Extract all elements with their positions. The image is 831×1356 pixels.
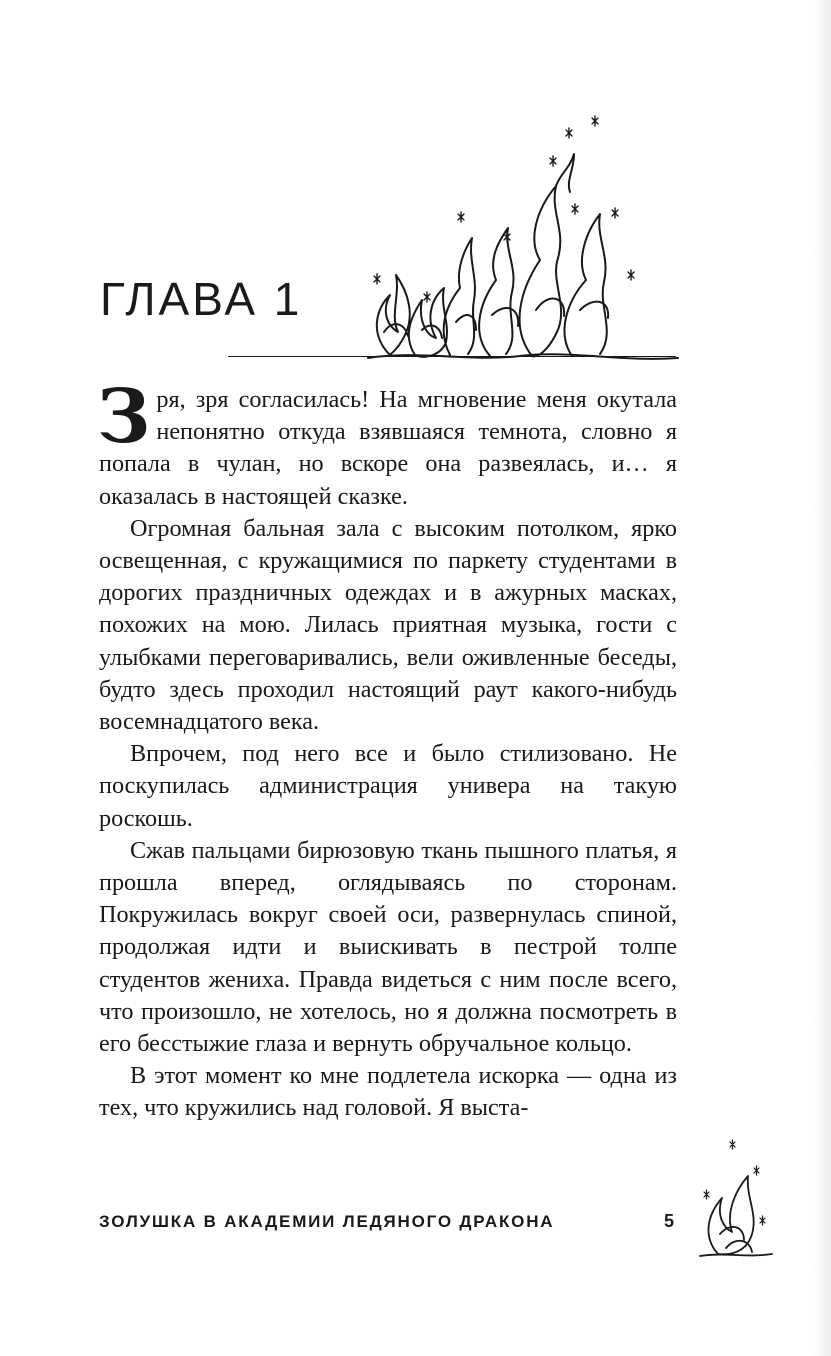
flame-ornament-icon (360, 110, 680, 362)
paragraph-2: Огромная бальная зала с высоким потолком, ярко освещенная, с кружащимися по паркету студентами в дорогих праздничных одеждах и в ажурных масках, похожих на мою. Лилась приятная музыка, гости с улыбками переговаривались, вели оживленные беседы, будто здесь проходил настоящий раут какого-нибудь восемнадцатого века. (99, 514, 677, 736)
chapter-title-rule (228, 356, 676, 357)
paragraph-5: В этот момент ко мне подлетела искорка — одна из тех, что кружились над головой. Я выста- (99, 1062, 677, 1122)
small-flame-ornament-icon (696, 1136, 774, 1260)
paragraph-4: Сжав пальцами бирюзовую ткань пышного платья, я прошла вперед, оглядываясь по сторонам. Покружилась вокруг своей оси, развернулась спиной, продолжая идти и выискивать в пестрой толпе студентов жениха. Правда видеться с ним после всего, что произошло, не хотелось, но я должна посмотреть в его бесстыжие глаза и вернуть обручальное кольцо. (99, 836, 677, 1058)
page-edge-shadow (813, 0, 831, 1356)
paragraph-1-text: ря, зря согласилась! На мгновение меня окутала непонятно откуда взявшаяся темнота, словно я попала в чулан, но вскоре она развеялась, и… я оказалась в настоящей сказке. (99, 386, 677, 510)
paragraph-3: Впрочем, под него все и было стилизовано. Не поскупилась администрация универа на такую роскошь. (99, 740, 677, 832)
paragraph-1 (97, 374, 677, 513)
chapter-title: ГЛАВА 1 (100, 273, 303, 325)
page-number: 5 (664, 1211, 675, 1231)
running-footer-book-title: ЗОЛУШКА В АКАДЕМИИ ЛЕДЯНОГО ДРАКОНА (99, 1212, 555, 1231)
chapter-body-text (97, 374, 677, 1125)
drop-cap: З (97, 374, 151, 460)
